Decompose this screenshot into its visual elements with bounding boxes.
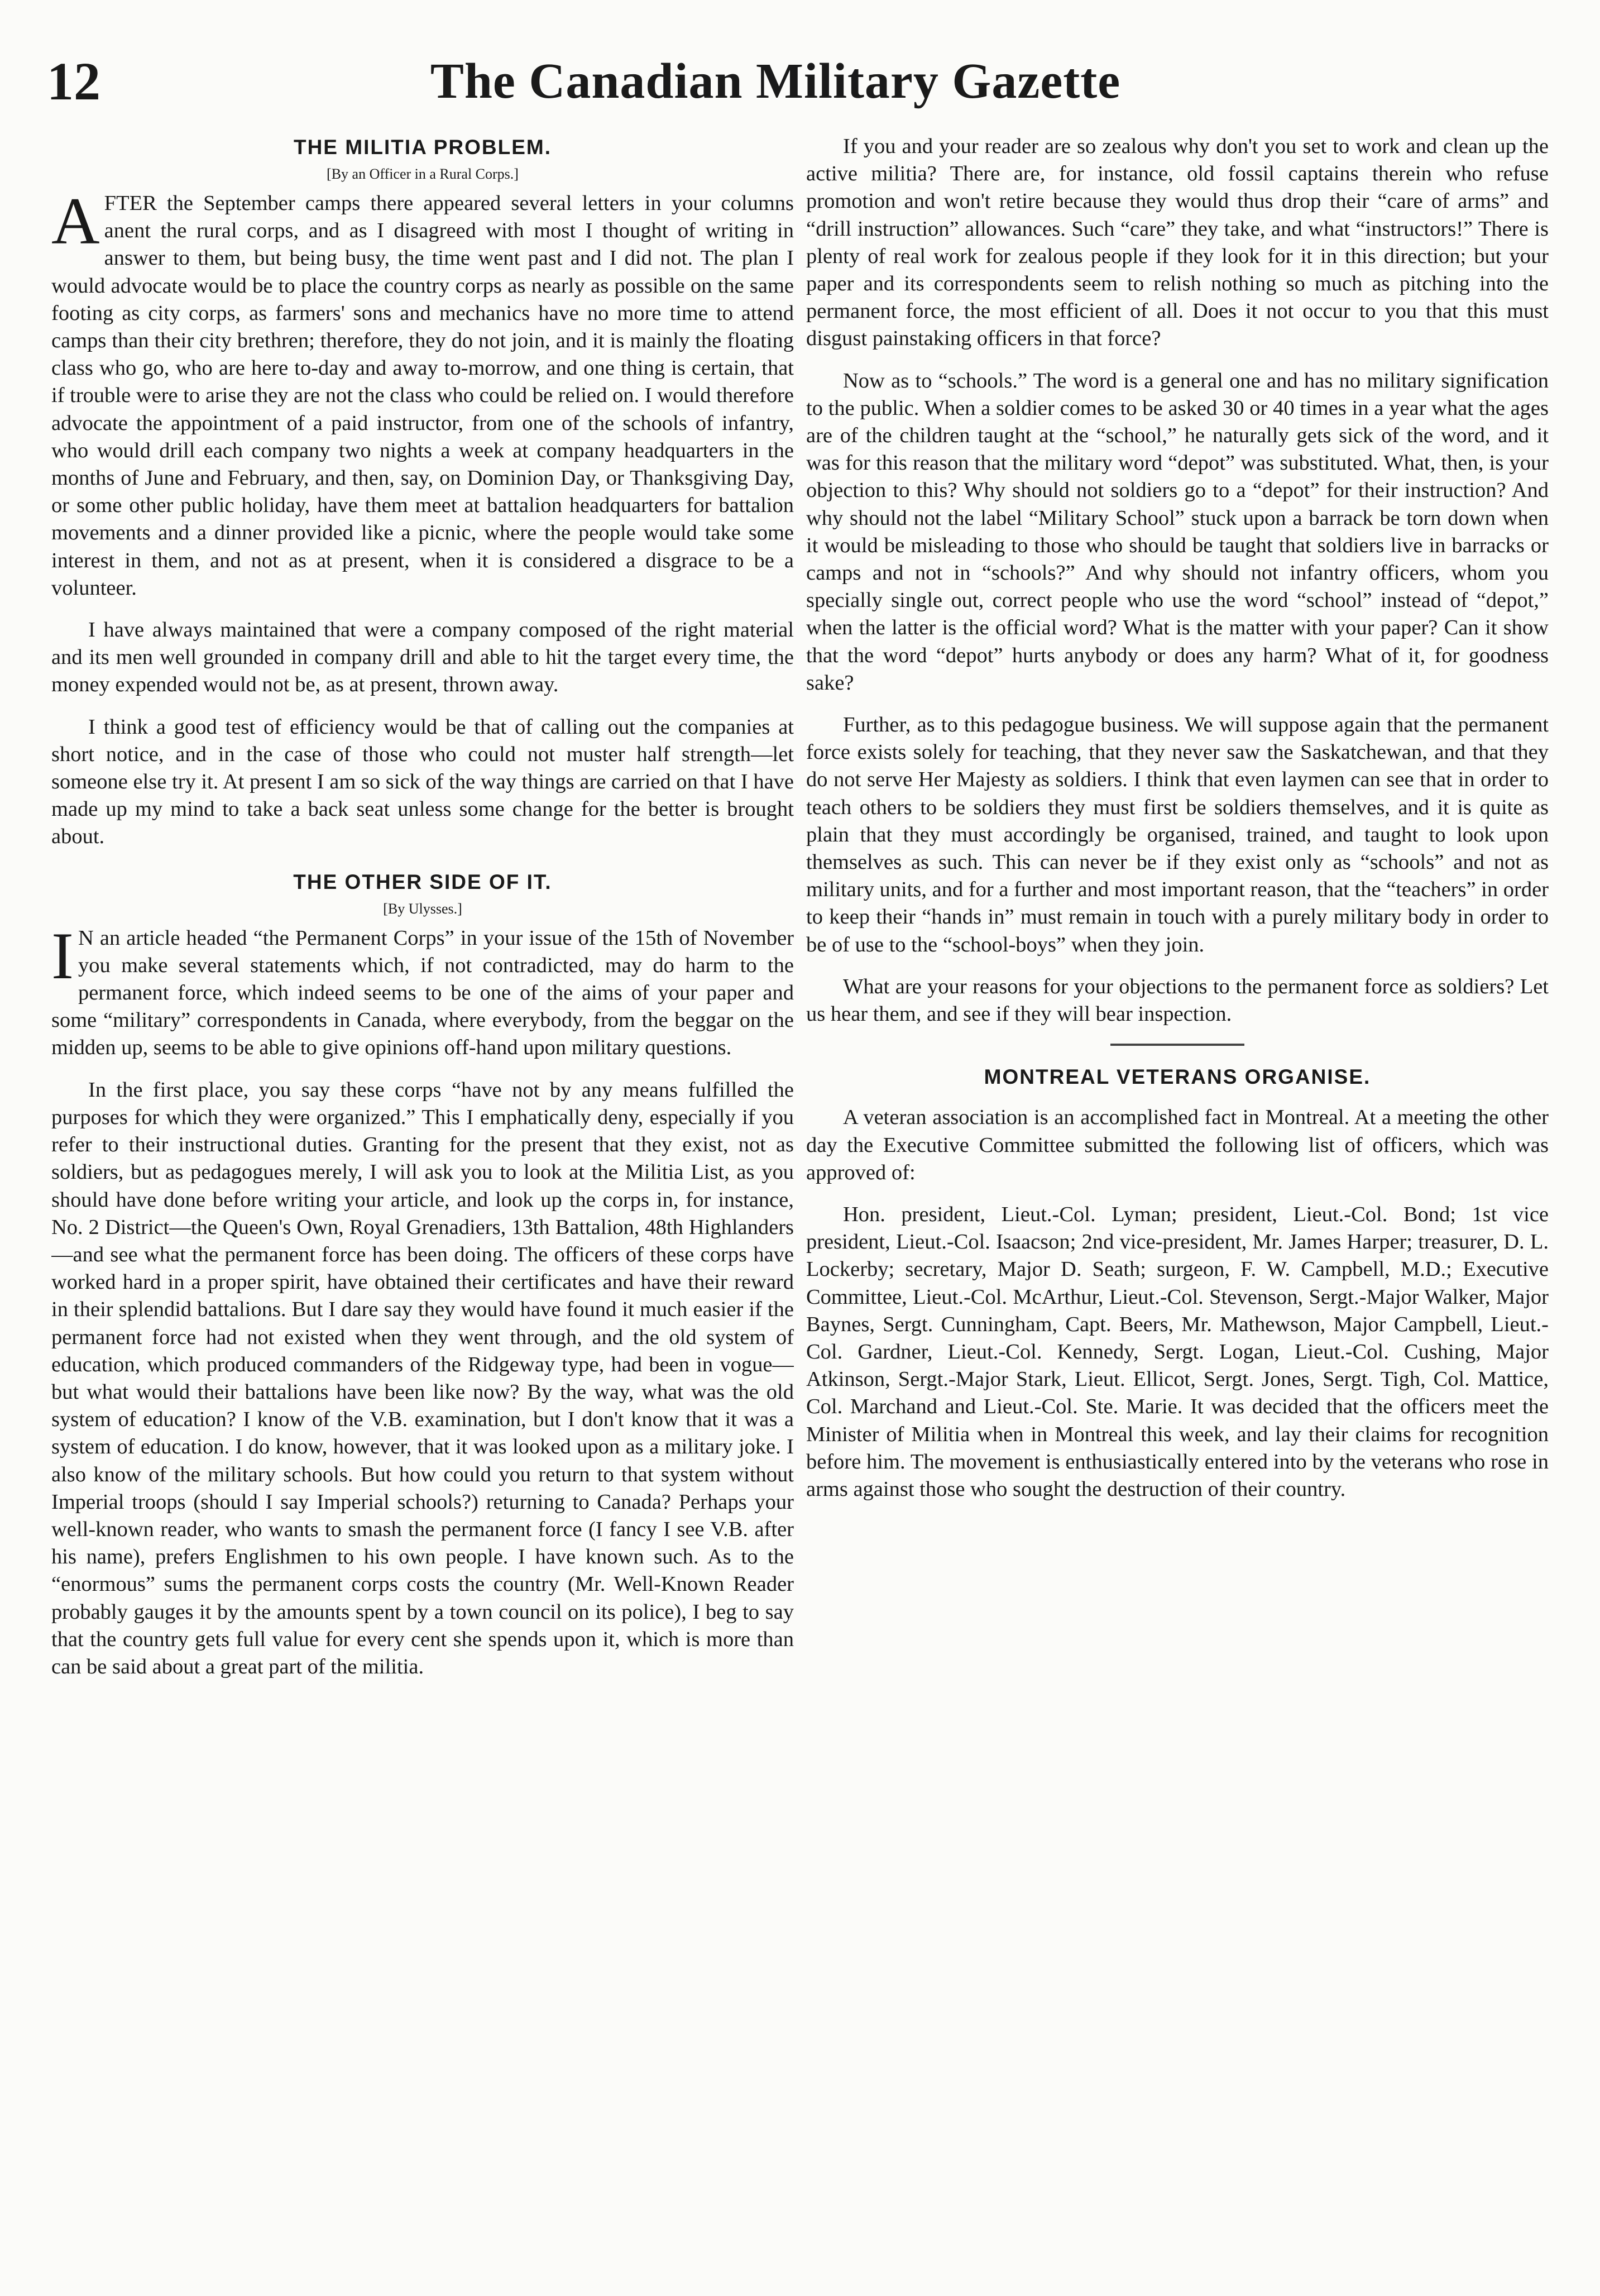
article-paragraph <box>51 184 794 602</box>
right-column <box>806 133 1549 2266</box>
article-paragraph-continued: In the first place, you say these corps “have not by any means fulfilled the purposes for which they were organized.” This I emphatically deny, especially if you refer to their instructional duties. Granting for the present that they exist, not as soldiers, but as pedagogues merely, I will ask you to look at the Militia List, as you should have done before writing your article, and look up the corps in, for instance, No. 2 District—the Queen's Own, Royal Grenadiers, 13th Battalion, 48th Highlanders—and see what the permanent force has been doing. The officers of these corps have worked hard in a proper spirit, have obtained their certificates and have their reward in their splendid battalions. But I dare say they would have found it much easier if the permanent force had not existed when they went through, and the old system of education, which produced commanders of the Ridgeway type, had been in vogue—but what would their battalions have been like now? By the way, what was the old system of education? I know of the V.B. examination, but I don't know that it was a system of education. I do know, however, that it was looked upon as a military joke. I also know of the military schools. But how could you return to that system without Imperial troops (should I say Imperial schools?) returning to Canada? Perhaps your well-known reader, who wants to smash the permanent force (I fancy I see V.B. after his name), prefers Englishmen to his own people. I have known such. As to the “enormous” sums the permanent corps costs the country (Mr. Well-Known Reader probably gauges it by the amounts spent by a town council on its police), I beg to say that the country gets full value for every cent she spends upon it, which is more than can be said about a great part of the militia. <box>51 1078 794 1678</box>
paragraph-text: FTER the September camps there appeared several letters in your columns anent the rural corps, and as I disagreed with most I thought of writing in answer to them, but being busy, the time went past and I did not. The plan I would advocate would be to place the country corps as nearly as possible on the same footing as city corps, as farmers' sons and mechanics have no more time to attend camps than their city brethren; therefore, they do not join, and it is mainly the floating class who go, who are here to-day and away to-morrow, and one thing is certain, that if trouble were to arise they are not the class who could be relied on. I would therefore advocate the appointment of a paid instructor, from one of the schools of infantry, who would drill each company two nights a week at company headquarters in the months of June and February, and then, say, on Dominion Day, or Thanksgiving Day, or some other public holiday, have them meet at battalion headquarters for battalion movements and a dinner provided like a picnic, where the people would take some interest in them, and not as at present, when it is considered a disgrace to be a volunteer. <box>51 192 794 600</box>
drop-cap: I <box>51 918 74 993</box>
masthead <box>47 48 1504 115</box>
page-number: 12 <box>47 51 100 111</box>
article-paragraph: Hon. president, Lieut.-Col. Lyman; president, Lieut.-Col. Bond; 1st vice president, Lieut.-Col. Isaacson; 2nd vice-president, Mr. James Harper; treasurer, D. L. Lockerby; secretary, Major D. Seath; surgeon, F. W. Campbell, M.D.; Executive Committee, Lieut.-Col. McArthur, Lieut.-Col. Stevenson, Sergt.-Major Walker, Major Baynes, Sergt. Cunningham, Capt. Beers, Mr. Mathewson, Major Campbell, Lieut.-Col. Gardner, Lieut.-Col. Kennedy, Sergt. Logan, Lieut.-Col. Cushing, Major Atkinson, Sergt.-Major Stark, Lieut. Ellicot, Sergt. Jones, Sergt. Tigh, Col. Mattice, Col. Marchand and Lieut.-Col. Ste. Marie. It was decided that the officers meet the Minister of Militia when in Montreal this week, and lay their claims for recognition before him. The movement is enthusiastically entered into by the veterans who rose in arms against those who sought the destruction of their country. <box>806 1202 1549 1501</box>
article-paragraph: If you and your reader are so zealous why don't you set to work and clean up the active militia? There are, for instance, old fossil captains therein who refuse promotion and won't retire because they would thus drop their “care of arms” and “drill instruction” allowances. Such “care” they take, and what “instructors!” There is plenty of real work for zealous people if they look for it in this direction; but your paper and its correspondents seem to relish nothing so much as pitching into the permanent force, the most efficient of all. Does it not occur to you that this must disgust painstaking officers in that force? <box>806 135 1549 351</box>
drop-cap: A <box>51 184 100 258</box>
section-divider <box>1110 1044 1244 1046</box>
article-paragraph: A veteran association is an accomplished fact in Montreal. At a meeting the other day the Executive Committee submitted the following list of officers, which was approved of: <box>806 1106 1549 1184</box>
article-paragraph: What are your reasons for your objections to the permanent force as soldiers? Let us hear them, and see if they will bear inspection. <box>806 974 1549 1026</box>
article-byline: [By an Officer in a Rural Corps.] <box>327 166 519 182</box>
article-paragraph: I have always maintained that were a company composed of the right material and its men well grounded in company drill and able to hit the target every time, the money expended would not be, as at present, thrown away. <box>51 618 794 697</box>
article-paragraph: I think a good test of efficiency would be that of calling out the companies at short notice, and in the case of those who could not muster half strength—let someone else try it. At present I am so sick of the way things are carried on that I have made up my mind to take a back seat unless some change for the better is brought about. <box>51 715 794 849</box>
article-paragraph: Further, as to this pedagogue business. We will suppose again that the permanent force exists solely for teaching, that they never saw the Saskatchewan, and that they do not serve Her Majesty as soldiers. I think that even laymen can see that in order to teach others to be soldiers they must first be soldiers themselves, and it is quite as plain that they must accordingly be organised, trained, and taught to look upon themselves as such. This can never be if they exist only as “schools” and not as military units, and for a further and most important reason, that the “teachers” in order to keep their “hands in” must remain in touch with a purely military body in order to be of use to the “school-boys” when they join. <box>806 713 1549 956</box>
article-title-militia-problem: THE MILITIA PROBLEM. <box>293 136 552 159</box>
article-title-other-side: THE OTHER SIDE OF IT. <box>293 870 552 893</box>
publication-title: The Canadian Military Gazette <box>430 54 1121 109</box>
article-byline: [By Ulysses.] <box>383 900 462 917</box>
article-paragraph <box>51 918 794 1062</box>
paragraph-text: N an article headed “the Permanent Corps” in your issue of the 15th of November you make several statements which, if not contradicted, may do harm to the permanent force, which indeed seems to be one of the aims of your paper and some “military” correspondents in Canada, where everybody, from the beggar on the midden up, seems to be able to give opinions off-hand upon military questions. <box>51 926 794 1060</box>
article-paragraph: Now as to “schools.” The word is a general one and has no military signification to the public. When a soldier comes to be asked 30 or 40 times in a year what the ages are of the children taught at the “school,” he naturally gets sick of the word, and it was for this reason that the military word “depot” was substituted. What, then, is your objection to this? Why should not soldiers go to a “depot” for their instruction? And why should not the label “Military School” stuck upon a barrack be torn down when it would be misleading to those who should be taught that soldiers live in barracks or camps and not in “schools?” And why should not infantry officers, whom you specially single out, correct people who use the word “school” instead of “depot,” when the latter is the official word? What is the matter with your paper? Can it show that the word “depot” hurts anybody or does any harm? What of it, for goodness sake? <box>806 369 1549 695</box>
left-column <box>51 133 794 2266</box>
article-title-montreal-veterans: MONTREAL VETERANS ORGANISE. <box>984 1065 1371 1089</box>
